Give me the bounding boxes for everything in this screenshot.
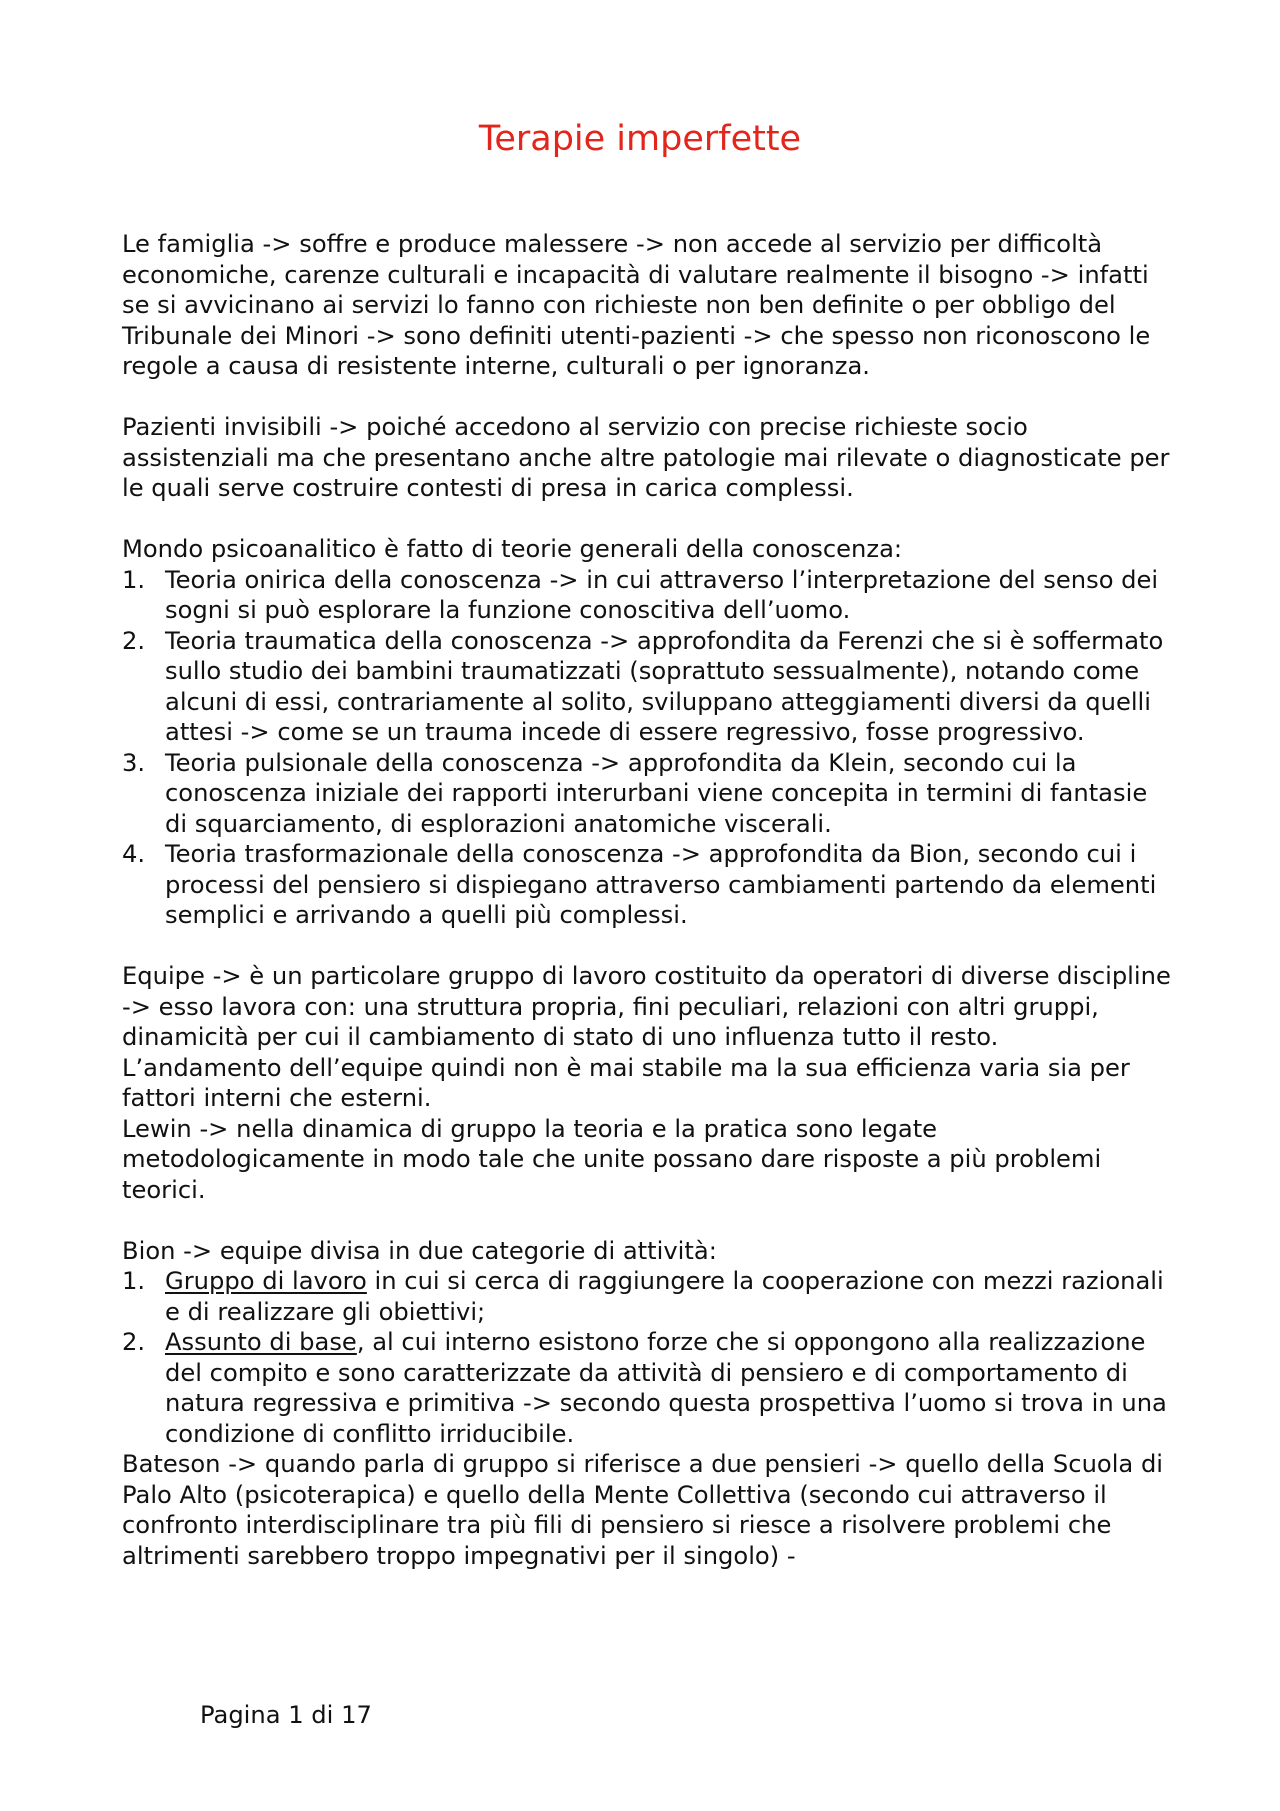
list-number: 1. <box>122 1267 146 1295</box>
list-number: 4. <box>122 840 146 868</box>
paragraph-gap <box>122 1205 1172 1236</box>
paragraph-bion: Bion -> equipe divisa in due categorie di attività: <box>122 1236 717 1265</box>
list-item <box>122 626 1172 748</box>
document-body <box>122 229 1172 1571</box>
list-number: 1. <box>122 565 146 594</box>
theories-list <box>122 565 1172 931</box>
page-title: Terapie imperfette <box>478 119 802 159</box>
bion-list <box>122 1266 1172 1449</box>
page-footer: Pagina 1 di 17 <box>200 1701 372 1729</box>
paragraph-bateson: Bateson -> quando parla di gruppo si riferisce a due pensieri -> quello della Scuola di Palo Alto (psicoterapica) e quello della Mente Collettiva (secondo cui attraverso il confronto interdisciplinare tra più fili di pensiero si riesce a risolvere problemi che altrimenti sarebbero troppo impegnativi per il singolo) - <box>122 1450 1164 1570</box>
paragraph-gap <box>122 504 1172 535</box>
paragraph-gap <box>122 382 1172 413</box>
list-item <box>122 839 1172 931</box>
paragraph-andamento: L’andamento dell’equipe quindi non è mai stabile ma la sua efficienza varia sia per fattori interni che esterni. <box>122 1053 1130 1112</box>
list-number: 2. <box>122 626 146 655</box>
list-item <box>122 1266 1172 1327</box>
list-item-text: Teoria trasformazionale della conoscenza -> approfondita da Bion, secondo cui i processi del pensiero si dispiegano attraverso cambiamenti partendo da elementi semplici e arrivando a quelli più complessi. <box>165 840 1157 929</box>
list-item-text: Teoria onirica della conoscenza -> in cui attraverso l’interpretazione del senso dei sogni si può esplorare la funzione conoscitiva dell’uomo. <box>165 565 1159 624</box>
paragraph-equipe: Equipe -> è un particolare gruppo di lavoro costituito da operatori di diverse discipline -> esso lavora con: una struttura propria, fini peculiari, relazioni con altri gruppi, dinamicità per cui il cambiamento di stato di uno influenza tutto il resto. <box>122 962 1171 1051</box>
paragraph-pazienti-invisibili: Pazienti invisibili -> poiché accedono al servizio con precise richieste socio assistenziali ma che presentano anche altre patologie mai rilevate o diagnosticate per le quali serve costruire contesti di presa in carica complessi. <box>122 413 1170 502</box>
underlined-term: Assunto di base <box>165 1328 357 1356</box>
list-item-text: Teoria traumatica della conoscenza -> approfondita da Ferenzi che si è soffermato sullo studio dei bambini traumatizzati (soprattuto sessualmente), notando come alcuni di essi, contrariamente al solito, sviluppano atteggiamenti diversi da quelli attesi -> come se un trauma incede di essere regressivo, fosse progressivo. <box>165 626 1164 746</box>
list-item-text: , al cui interno esistono forze che si oppongono alla realizzazione del compito e sono caratterizzate da attività di pensiero e di comportamento di natura regressiva e primitiva -> secondo questa prospettiva l’uomo si trova in una condizione di conflitto irriducibile. <box>165 1328 1167 1448</box>
paragraph-mondo-psicoanalitico: Mondo psicoanalitico è fatto di teorie generali della conoscenza: <box>122 535 903 563</box>
list-item <box>122 1327 1172 1449</box>
list-item-text: in cui si cerca di raggiungere la cooperazione con mezzi razionali e di realizzare gli obiettivi; <box>165 1267 1164 1326</box>
list-item <box>122 565 1172 626</box>
list-number: 3. <box>122 748 146 777</box>
paragraph-famiglia: Le famiglia -> soffre e produce malessere -> non accede al servizio per difficoltà economiche, carenze culturali e incapacità di valutare realmente il bisogno -> infatti se si avvicinano ai servizi lo fanno con richieste non ben definite o per obbligo del Tribunale dei Minori -> sono definiti utenti-pazienti -> che spesso non riconoscono le regole a causa di resistente interne, culturali o per ignoranza. <box>122 230 1151 380</box>
list-item <box>122 748 1172 840</box>
underlined-term: Gruppo di lavoro <box>165 1267 367 1295</box>
paragraph-lewin: Lewin -> nella dinamica di gruppo la teoria e la pratica sono legate metodologicamente in modo tale che unite possano dare risposte a più problemi teorici. <box>122 1114 1102 1204</box>
list-number: 2. <box>122 1328 146 1356</box>
paragraph-gap <box>122 931 1172 962</box>
list-item-text: Teoria pulsionale della conoscenza -> approfondita da Klein, secondo cui la conoscenza iniziale dei rapporti interurbani viene concepita in termini di fantasie di squarciamento, di esplorazioni anatomiche viscerali. <box>165 748 1148 838</box>
